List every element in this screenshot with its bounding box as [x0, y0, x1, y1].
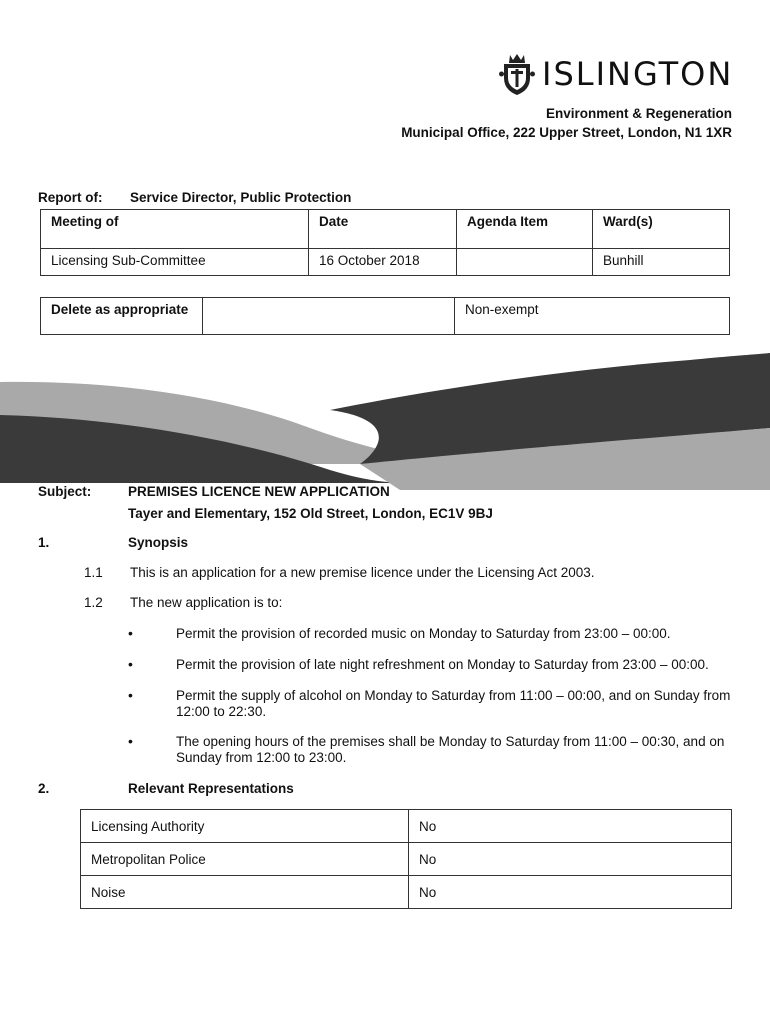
borough-crest-icon — [498, 52, 536, 96]
section-1-number: 1. — [38, 535, 50, 550]
wards-value: Bunhill — [593, 249, 730, 276]
bullet-item-3: Permit the supply of alcohol on Monday to Saturday from 11:00 – 00:00, and on Sunday from 12:00 to 22:30. — [176, 688, 731, 719]
exempt-status: Non-exempt — [455, 298, 730, 335]
meeting-table — [40, 209, 730, 276]
representation-value: No — [409, 843, 732, 876]
exempt-middle-cell — [203, 298, 455, 335]
para-1-1-text: This is an application for a new premise licence under the Licensing Act 2003. — [130, 565, 595, 580]
header-date: Date — [309, 210, 457, 249]
address: Municipal Office, 222 Upper Street, London, N1 1XR — [401, 125, 732, 140]
para-1-1-number: 1.1 — [84, 565, 103, 580]
representation-name: Metropolitan Police — [81, 843, 409, 876]
section-2-number: 2. — [38, 781, 50, 796]
meeting-value-row — [41, 249, 730, 276]
islington-logo — [498, 52, 734, 96]
representation-name: Licensing Authority — [81, 810, 409, 843]
para-1-2-text: The new application is to: — [130, 595, 283, 610]
report-of-value: Service Director, Public Protection — [130, 190, 352, 205]
department: Environment & Regeneration — [545, 106, 732, 121]
address-block — [401, 104, 732, 142]
decorative-wave — [0, 350, 770, 490]
representation-value: No — [409, 810, 732, 843]
representation-value: No — [409, 876, 732, 909]
bullet-icon: • — [128, 656, 133, 672]
delete-as-appropriate-label: Delete as appropriate — [41, 298, 203, 335]
bullet-icon: • — [128, 687, 133, 703]
agenda-item-value — [457, 249, 593, 276]
table-row — [81, 843, 732, 876]
representation-name: Noise — [81, 876, 409, 909]
bullet-item-2: Permit the provision of late night refreshment on Monday to Saturday from 23:00 – 00:00. — [176, 657, 709, 672]
date-value: 16 October 2018 — [309, 249, 457, 276]
header-wards: Ward(s) — [593, 210, 730, 249]
section-2-title: Relevant Representations — [128, 781, 294, 796]
header-meeting-of: Meeting of — [41, 210, 309, 249]
table-row — [81, 876, 732, 909]
para-1-2-number: 1.2 — [84, 595, 103, 610]
report-of-label: Report of: — [38, 190, 103, 205]
subject-label: Subject: — [38, 484, 92, 499]
bullet-icon: • — [128, 733, 133, 749]
subject-line-2: Tayer and Elementary, 152 Old Street, London, EC1V 9BJ — [128, 506, 493, 521]
meeting-of-value: Licensing Sub-Committee — [41, 249, 309, 276]
section-1-title: Synopsis — [128, 535, 189, 550]
exempt-table — [40, 297, 730, 335]
subject-line-1: PREMISES LICENCE NEW APPLICATION — [128, 484, 390, 499]
bullet-item-1: Permit the provision of recorded music on Monday to Saturday from 23:00 – 00:00. — [176, 626, 671, 641]
org-name: ISLINGTON — [542, 55, 734, 93]
representations-table — [80, 809, 732, 909]
bullet-icon: • — [128, 625, 133, 641]
meeting-header-row — [41, 210, 730, 249]
table-row — [81, 810, 732, 843]
bullet-item-4: The opening hours of the premises shall be Monday to Saturday from 11:00 – 00:30, and on Sunday from 12:00 to 23:00. — [176, 734, 725, 765]
header-agenda-item: Agenda Item — [457, 210, 593, 249]
